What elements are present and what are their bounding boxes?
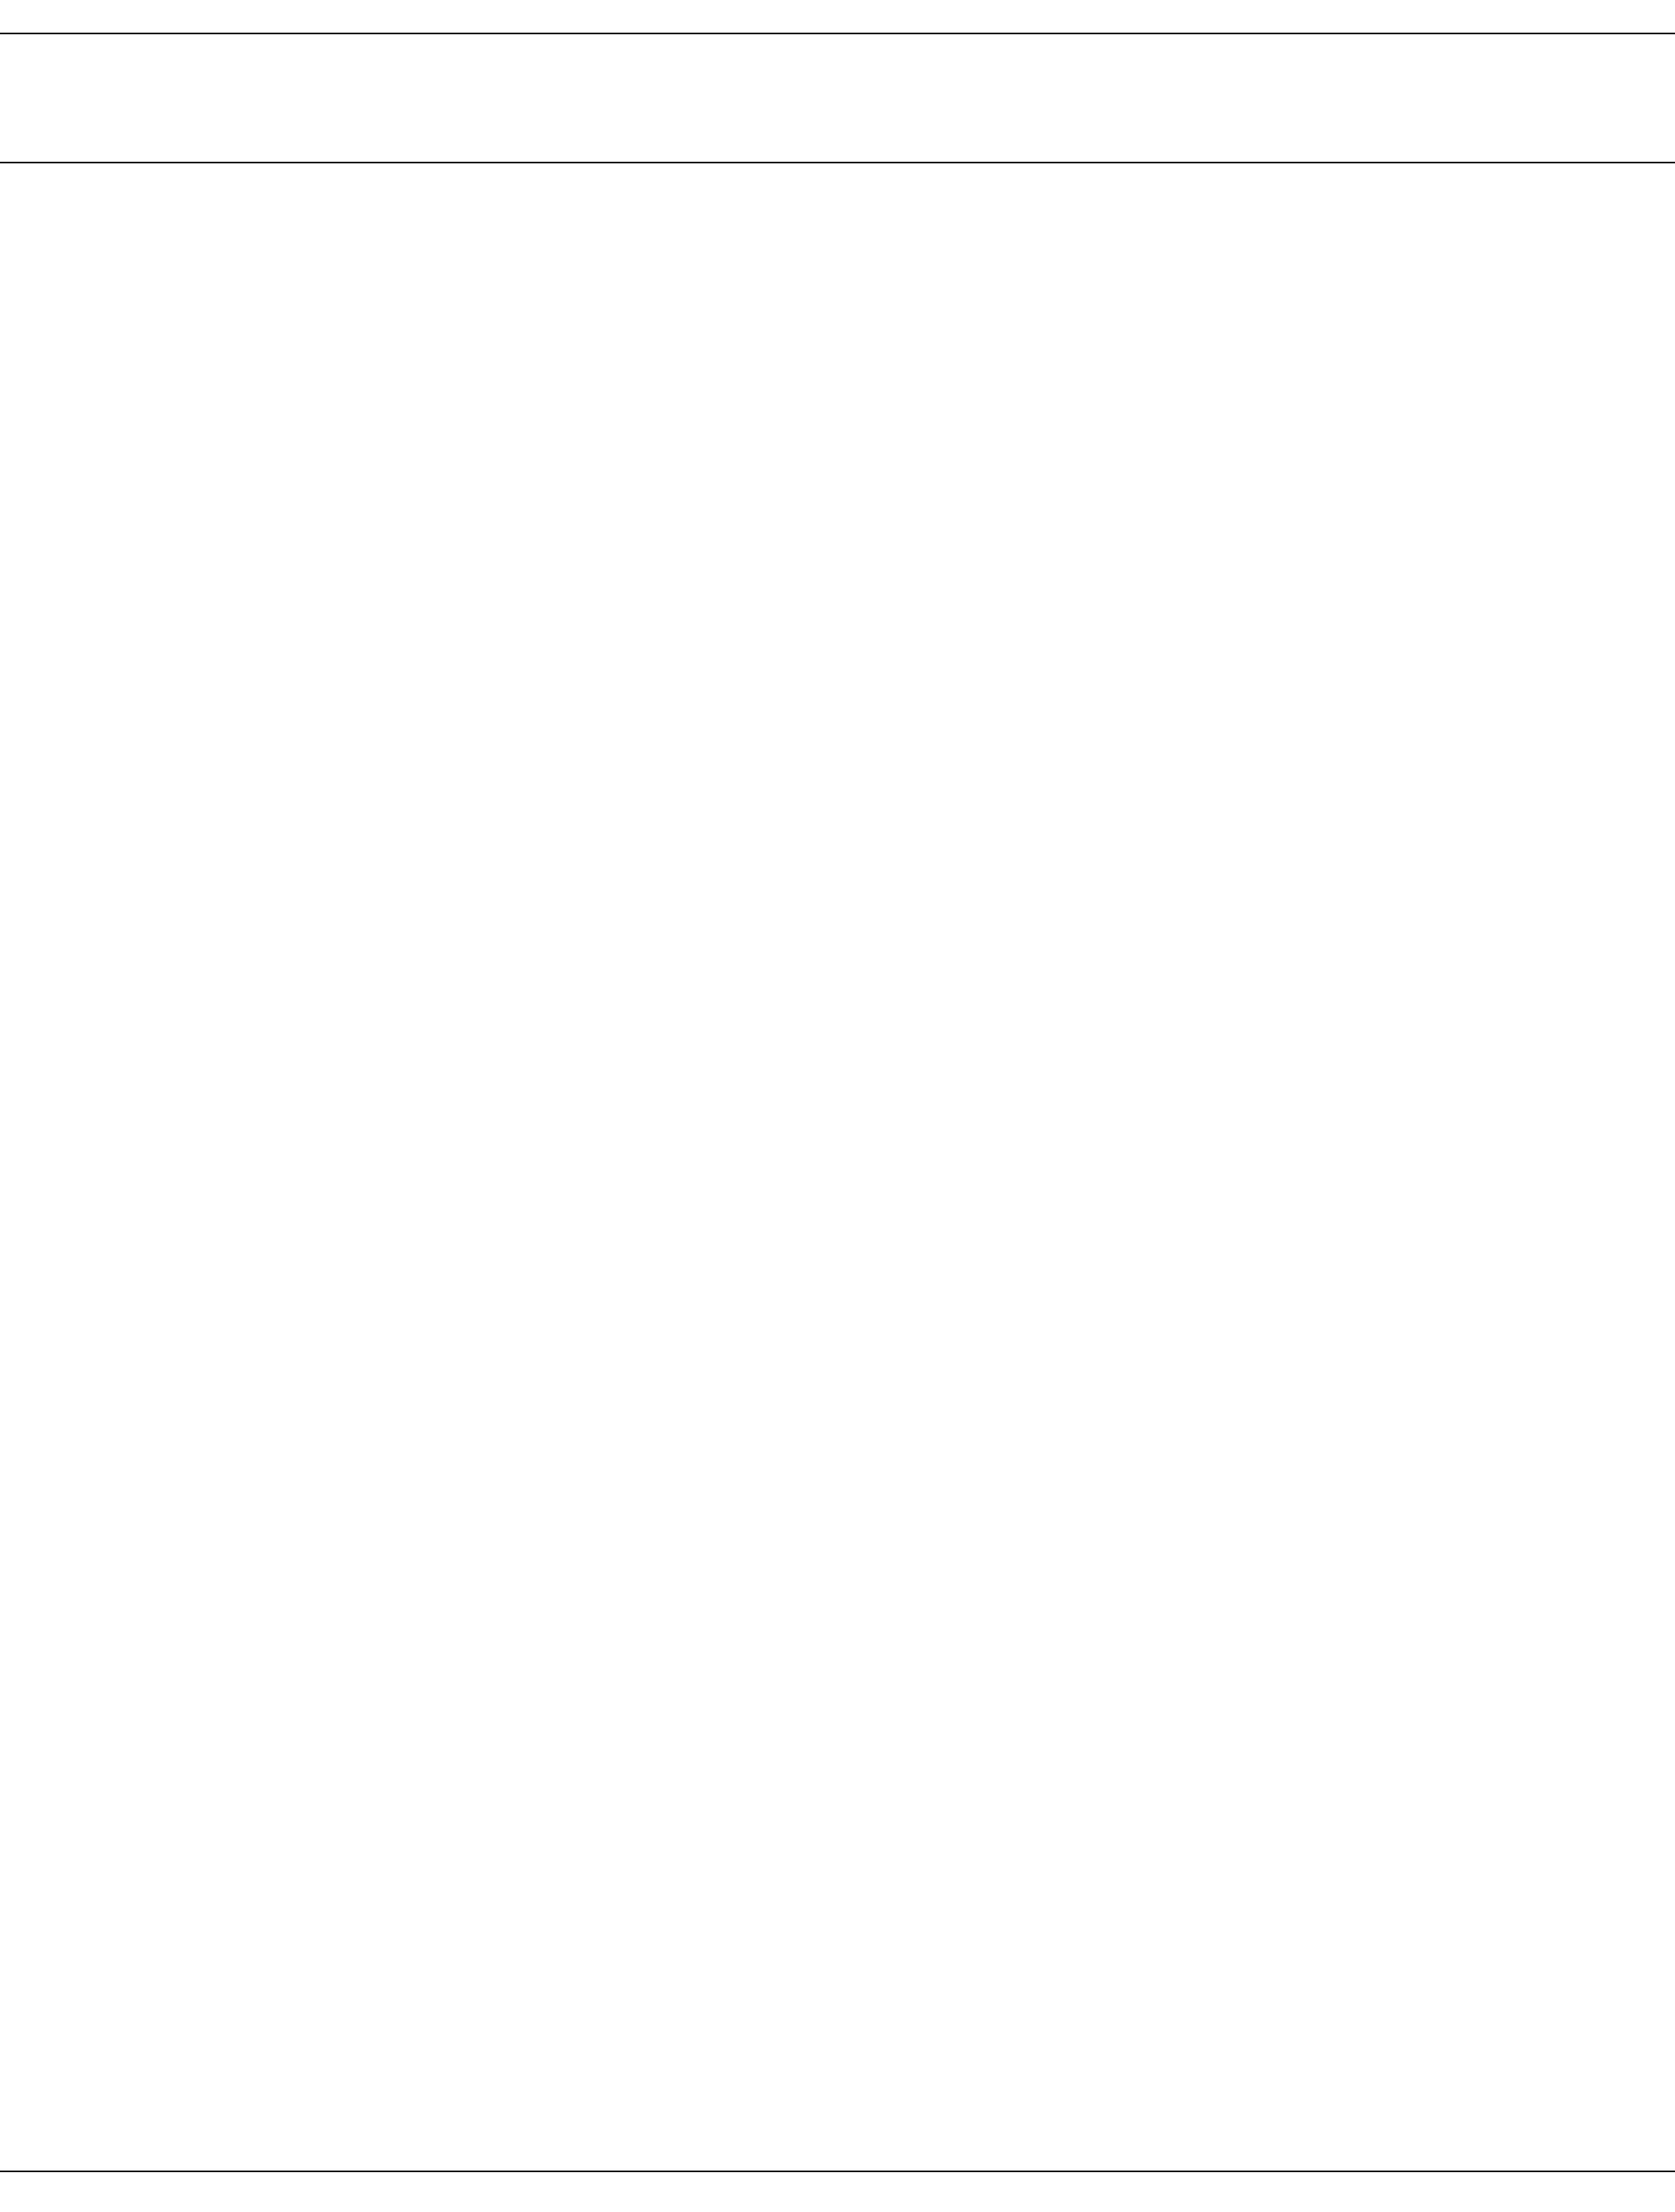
- header-disease-free-survival: [1275, 36, 1466, 163]
- header-port: [1108, 36, 1275, 163]
- table-body: [0, 163, 1675, 182]
- header-response-rate: [837, 36, 974, 163]
- header-resection-rate: [974, 36, 1108, 163]
- group-label-prospective: [0, 163, 1675, 182]
- header-row: [0, 36, 1675, 163]
- bottom-rule: [0, 2171, 1675, 2172]
- header-year: [235, 36, 335, 163]
- induction-chemotherapy-table: [0, 36, 1675, 201]
- top-rule: [0, 33, 1675, 34]
- header-chemotherapy: [534, 36, 837, 163]
- header-author: [0, 36, 235, 163]
- header-n: [335, 36, 418, 163]
- header-stage: [418, 36, 534, 163]
- group-label-retrospective: [0, 182, 1675, 201]
- header-overall-survival: [1466, 36, 1675, 163]
- table-body-retrospective: [0, 182, 1675, 201]
- group-row-retrospective: [0, 182, 1675, 201]
- group-row-prospective: [0, 163, 1675, 182]
